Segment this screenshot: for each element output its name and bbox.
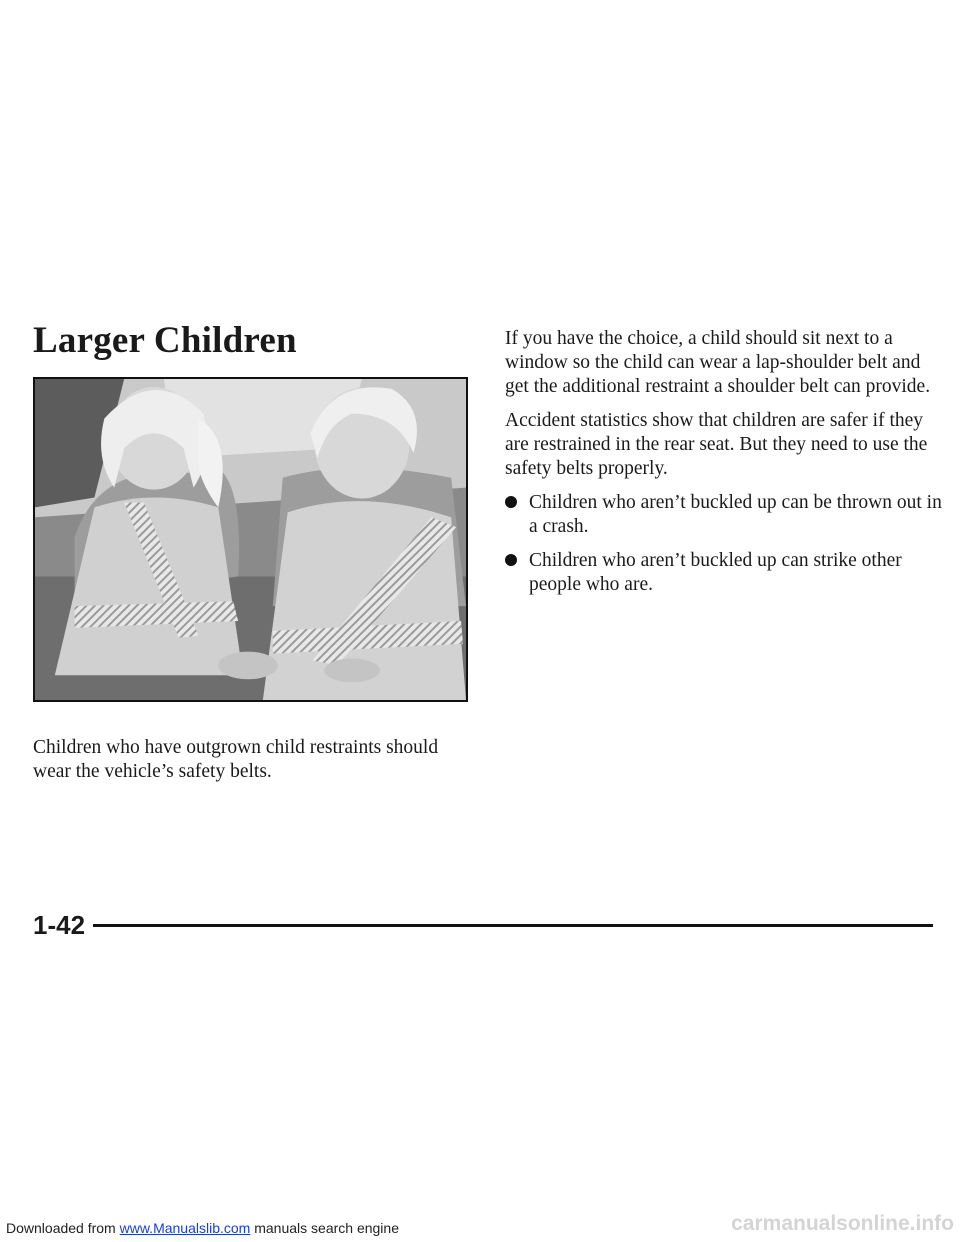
paragraph-window-seat: If you have the choice, a child should sit next to a window so the child can wear a lap-shoulder belt and get the additional restraint a shoulder belt can provide. [505,328,931,397]
illustration-caption: Children who have outgrown child restraints should wear the vehicle’s safety belts. [33,737,439,782]
bullet-icon [505,554,517,566]
banner-suffix: manuals search engine [250,1220,399,1236]
children-seatbelt-illustration [33,377,468,702]
watermark: carmanualsonline.info [731,1212,954,1235]
page-number: 1-42 [33,910,86,940]
list-item [505,491,945,539]
page-title: Larger Children [33,320,297,361]
page-footer [33,912,933,938]
right-column [505,327,945,607]
bullet-list [505,491,945,597]
bullet-icon [505,496,517,508]
bullet-text: Children who aren’t buckled up can be thrown out in a crash. [529,492,942,537]
illustration-drawing [35,379,466,700]
footer-rule [93,924,933,927]
banner-prefix: Downloaded from [6,1220,120,1236]
download-banner [6,1220,399,1236]
paragraph-accident-statistics: Accident statistics show that children are safer if they are restrained in the rear seat. But they need to use the safety belts properly. [505,410,928,479]
manualslib-link[interactable]: www.Manualslib.com [119,1220,251,1236]
bullet-text: Children who aren’t buckled up can strike other people who are. [529,550,902,595]
list-item [505,549,945,597]
